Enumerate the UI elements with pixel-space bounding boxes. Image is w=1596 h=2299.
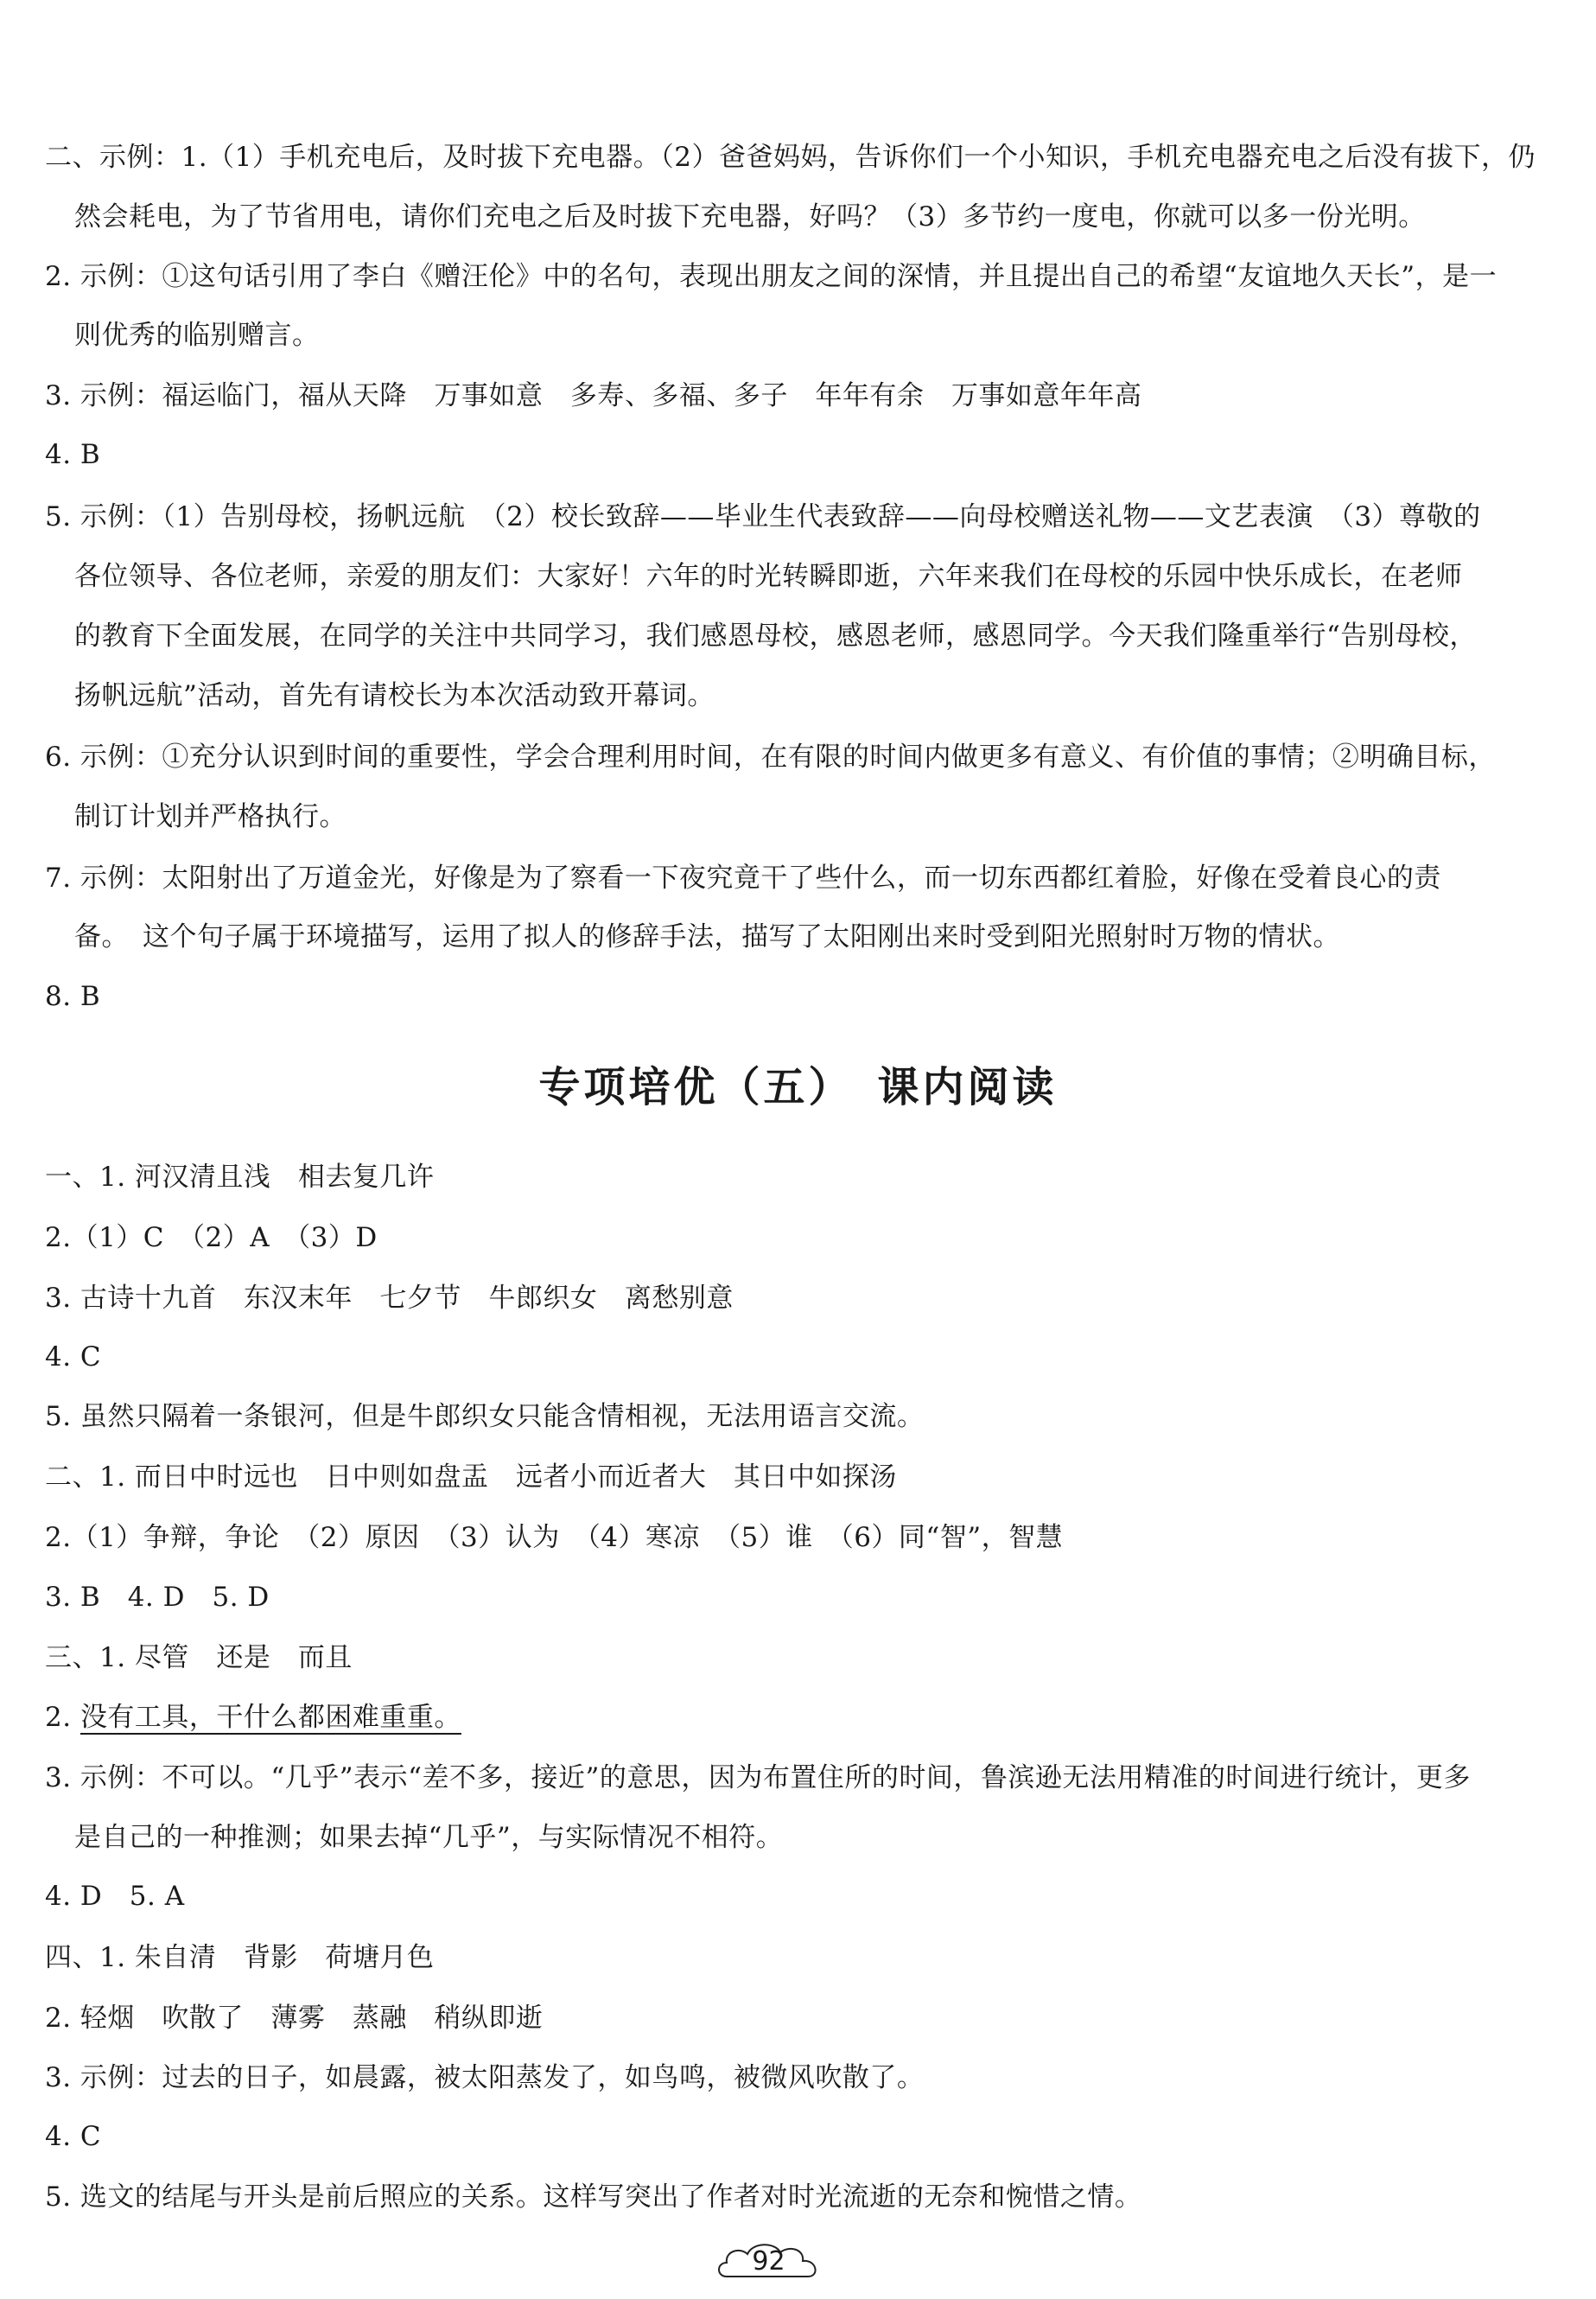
answer-line: 扬帆远航”活动，首先有请校长为本次活动致开幕词。 xyxy=(74,680,715,711)
underlined-answer: 没有工具，干什么都困难重重。 xyxy=(79,1702,461,1733)
answer-line: 3. 示例：不可以。“几乎”表示“差不多，接近”的意思，因为布置住所的时间，鲁滨逊无法用精准的时间进行统计，更多 xyxy=(45,1762,1471,1793)
answer-line: 3. 示例：福运临门，福从天降 万事如意 多寿、多福、多子 年年有余 万事如意年年高 xyxy=(45,380,1142,411)
answer-line: 3. B 4. D 5. D xyxy=(45,1582,270,1613)
answer-line-underlined xyxy=(45,1700,1561,1735)
answer-line: 5. 示例：（1）告别母校，扬帆远航 （2）校长致辞——毕业生代表致辞——向母校赠送礼物——文艺表演 （3）尊敬的 xyxy=(45,501,1481,532)
answer-line: 4. D 5. A xyxy=(45,1881,185,1912)
answer-line: 的教育下全面发展，在同学的关注中共同学习，我们感恩母校，感恩老师，感恩同学。今天我们隆重举行“告别母校， xyxy=(74,621,1477,652)
answer-line: 4. C xyxy=(45,2121,102,2152)
answer-line: 2. 示例：①这句话引用了李白《赠汪伦》中的名句，表现出朋友之间的深情，并且提出自己的希望“友谊地久天长”，是一 xyxy=(45,261,1497,292)
answer-line: 7. 示例：太阳射出了万道金光，好像是为了察看一下夜究竟干了些什么，而一切东西都红着脸，好像在受着良心的责 xyxy=(45,863,1441,894)
answer-line: 各位领导、各位老师，亲爱的朋友们：大家好！六年的时光转瞬即逝，六年来我们在母校的乐园中快乐成长，在老师 xyxy=(74,561,1463,592)
answer-line: 3. 示例：过去的日子，如晨露，被太阳蒸发了，如鸟鸣，被微风吹散了。 xyxy=(45,2062,925,2093)
answer-line: 5. 选文的结尾与开头是前后照应的关系。这样写突出了作者对时光流逝的无奈和惋惜之情。 xyxy=(45,2181,1142,2213)
answer-line: 三、1. 尽管 还是 而且 xyxy=(45,1642,353,1673)
answer-line: 制订计划并严格执行。 xyxy=(74,801,347,832)
answer-line: 四、1. 朱自清 背影 荷塘月色 xyxy=(45,1942,435,1973)
answer-line: 6. 示例：①充分认识到时间的重要性，学会合理利用时间，在有限的时间内做更多有意义、有价值的事情；②明确目标， xyxy=(45,742,1496,773)
answer-line: 2. 轻烟 吹散了 薄雾 蒸融 稍纵即逝 xyxy=(45,2003,544,2034)
answer-line: 4. C xyxy=(45,1341,102,1372)
answer-line: 二、示例：1.（1）手机充电后，及时拔下充电器。（2）爸爸妈妈，告诉你们一个小知识，手机充电器充电之后没有拔下，仍 xyxy=(45,142,1536,173)
page-number: 92 xyxy=(752,2246,785,2277)
answer-line: 4. B xyxy=(45,439,101,470)
answer-line: 则优秀的临别赠言。 xyxy=(74,320,320,351)
answer-line: 3. 古诗十九首 东汉末年 七夕节 牛郎织女 离愁别意 xyxy=(45,1283,734,1314)
answer-line: 一、1. 河汉清且浅 相去复几许 xyxy=(45,1162,435,1193)
answer-line: 然会耗电，为了节省用电，请你们充电之后及时拔下充电器，好吗？（3）多节约一度电，你就可以多一份光明。 xyxy=(74,201,1426,232)
answer-line: 2.（1）争辩，争论 （2）原因 （3）认为 （4）寒凉 （5）谁 （6）同“智”，智慧 xyxy=(45,1522,1064,1553)
answer-line: 8. B xyxy=(45,981,101,1012)
answer-line: 二、1. 而日中时远也 日中则如盘盂 远者小而近者大 其日中如探汤 xyxy=(45,1462,897,1493)
answer-line: 2.（1）C （2）A （3）D xyxy=(45,1222,378,1253)
page-number-badge xyxy=(715,2238,823,2287)
answer-line: 是自己的一种推测；如果去掉“几乎”，与实际情况不相符。 xyxy=(74,1822,784,1853)
answer-line: 备。 这个句子属于环境描写，运用了拟人的修辞手法，描写了太阳刚出来时受到阳光照射时万物的情状。 xyxy=(74,921,1340,952)
answer-line: 5. 虽然只隔着一条银河，但是牛郎织女只能含情相视，无法用语言交流。 xyxy=(45,1401,925,1432)
question-number: 2. xyxy=(45,1702,80,1733)
section-heading: 专项培优（五） 课内阅读 xyxy=(538,1063,1058,1111)
